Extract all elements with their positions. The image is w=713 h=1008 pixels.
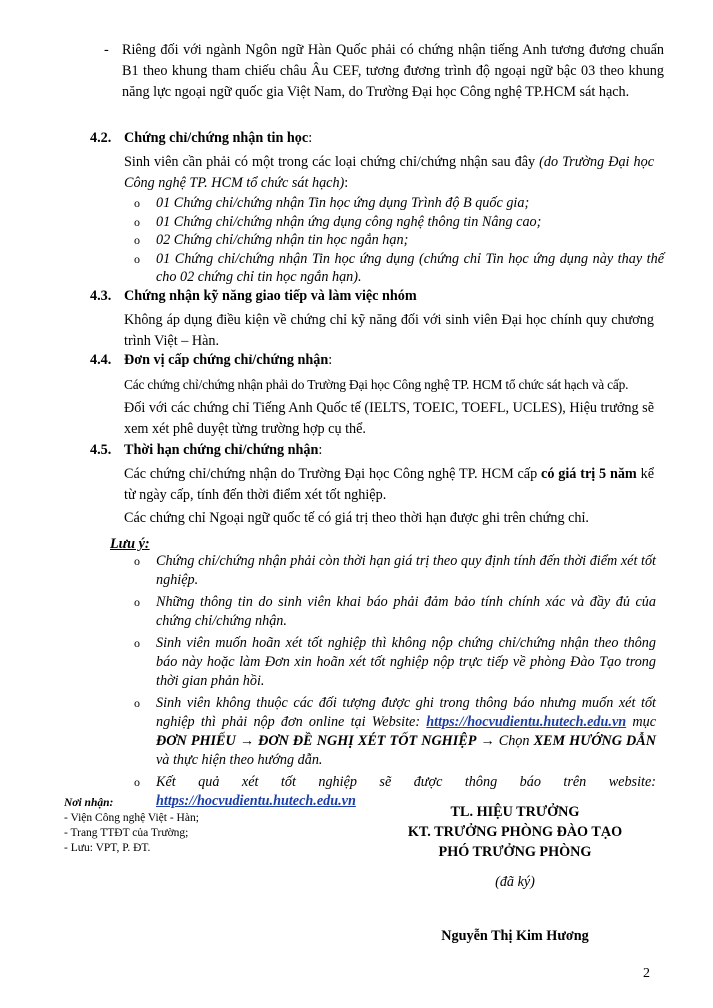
recipient-item: - Viện Công nghệ Việt - Hàn; (64, 812, 199, 824)
section-4-5-heading: 4.5. Thời hạn chứng chỉ/chứng nhận: (90, 442, 323, 458)
notes-label: Lưu ý: (110, 536, 150, 552)
hutech-link[interactable]: https://hocvudientu.hutech.edu.vn (156, 793, 356, 809)
recipients-label: Nơi nhận: (64, 797, 114, 809)
section-4-4-p2: Đối với các chứng chỉ Tiếng Anh Quốc tế (IELTS, TOEIC, TOEFL, UCLES), Hiệu trưởng sẽ xem xét phê duyệt từng trường hợp cụ thể. (124, 400, 654, 437)
language-requirement-item (104, 40, 664, 103)
section-4-2-heading: 4.2. Chứng chỉ/chứng nhận tin học: (90, 128, 660, 149)
signer-name: Nguyễn Thị Kim Hương (441, 928, 589, 944)
section-4-4-heading: 4.4. Đơn vị cấp chứng chỉ/chứng nhận: (90, 352, 333, 368)
section-4-5-p1: Các chứng chỉ/chứng nhận do Trường Đại học Công nghệ TP. HCM cấp có giá trị 5 năm kể từ ngày cấp, tính đến thời điểm xét tốt nghiệp. (124, 466, 654, 503)
language-requirement-text: Riêng đối với ngành Ngôn ngữ Hàn Quốc phải có chứng nhận tiếng Anh tương đương chuẩn B1 theo khung tham chiếu châu Âu CEF, tương đương trình độ ngoại ngữ bậc 03 theo khung năng lực ngoại ngữ quốc gia Việt Nam, do Trường Đại học Công nghệ TP.HCM sát hạch. (122, 42, 664, 100)
list-item: o Những thông tin do sinh viên khai báo phải đảm bảo tính chính xác và đầy đủ của chứng chỉ/chứng nhận. (134, 594, 656, 629)
list-item: o Kết quả xét tốt nghiệp sẽ được thông báo trên website: https://hocvudientu.hutech.edu.vn (134, 774, 656, 809)
it-certificate-list (124, 194, 664, 287)
section-4-2-intro: Sinh viên cần phải có một trong các loại chứng chỉ/chứng nhận sau đây (do Trường Đại học Công nghệ TP. HCM tổ chức sát hạch): (124, 154, 654, 191)
recipient-item: - Trang TTĐT của Trường; (64, 827, 189, 839)
list-item: o 01 Chứng chỉ/chứng nhận ứng dụng công nghệ thông tin Nâng cao; (134, 213, 542, 230)
section-title: Chứng chỉ/chứng nhận tin học (124, 130, 309, 146)
recipient-item: - Lưu: VPT, P. ĐT. (64, 842, 151, 854)
section-4-3-heading: 4.3. Chứng nhận kỹ năng giao tiếp và làm việc nhóm (90, 288, 417, 304)
list-item: o Sinh viên muốn hoãn xét tốt nghiệp thì không nộp chứng chỉ/chứng nhận theo thông báo này hoặc làm Đơn xin hoãn xét tốt nghiệp nộp trực tiếp về phòng Đào Tạo trong thời gian phản hồi. (134, 635, 656, 689)
notes-list (124, 552, 656, 814)
signature-title-block: TL. HIỆU TRƯỞNG KT. TRƯỞNG PHÒNG ĐÀO TẠO PHÓ TRƯỞNG PHÒNG (407, 804, 623, 860)
signed-note: (đã ký) (495, 874, 535, 890)
list-item: o Chứng chỉ/chứng nhận phải còn thời hạn giá trị theo quy định tính đến thời điểm xét tốt nghiệp. (134, 553, 656, 588)
section-4-3-text: Không áp dụng điều kiện về chứng chỉ kỹ năng đối với sinh viên Đại học chính quy chương trình Việt – Hàn. (124, 312, 654, 349)
list-item: o 01 Chứng chỉ/chứng nhận Tin học ứng dụng Trình độ B quốc gia; (134, 195, 530, 211)
hutech-link[interactable]: https://hocvudientu.hutech.edu.vn (426, 714, 627, 730)
page-number: 2 (643, 966, 650, 981)
section-number: 4.2. (90, 130, 112, 146)
section-4-4-p1: Các chứng chỉ/chứng nhận phải do Trường Đại học Công nghệ TP. HCM tổ chức sát hạch và cấp. (124, 377, 629, 392)
list-item: o 02 Chứng chỉ/chứng nhận tin học ngắn hạn; (134, 232, 409, 248)
section-4-5-p2: Các chứng chỉ Ngoại ngữ quốc tế có giá trị theo thời hạn được ghi trên chứng chỉ. (124, 510, 589, 526)
dash-marker: - (104, 42, 109, 58)
recipients-block (64, 796, 199, 856)
list-item: o Sinh viên không thuộc các đối tượng được ghi trong thông báo nhưng muốn xét tốt nghiệp thì phải nộp đơn online tại Website: https://hocvudientu.hutech.edu.vn mục ĐƠN PHIẾU → ĐƠN ĐỀ NGHỊ XÉT TỐT NGHIỆP → Chọn XEM HƯỚNG DẪN và thực hiện theo hướng dẫn. (134, 695, 656, 768)
list-item: o 01 Chứng chỉ/chứng nhận Tin học ứng dụng (chứng chỉ Tin học ứng dụng này thay thế cho 02 chứng chỉ tin học ngắn hạn). (134, 250, 664, 285)
